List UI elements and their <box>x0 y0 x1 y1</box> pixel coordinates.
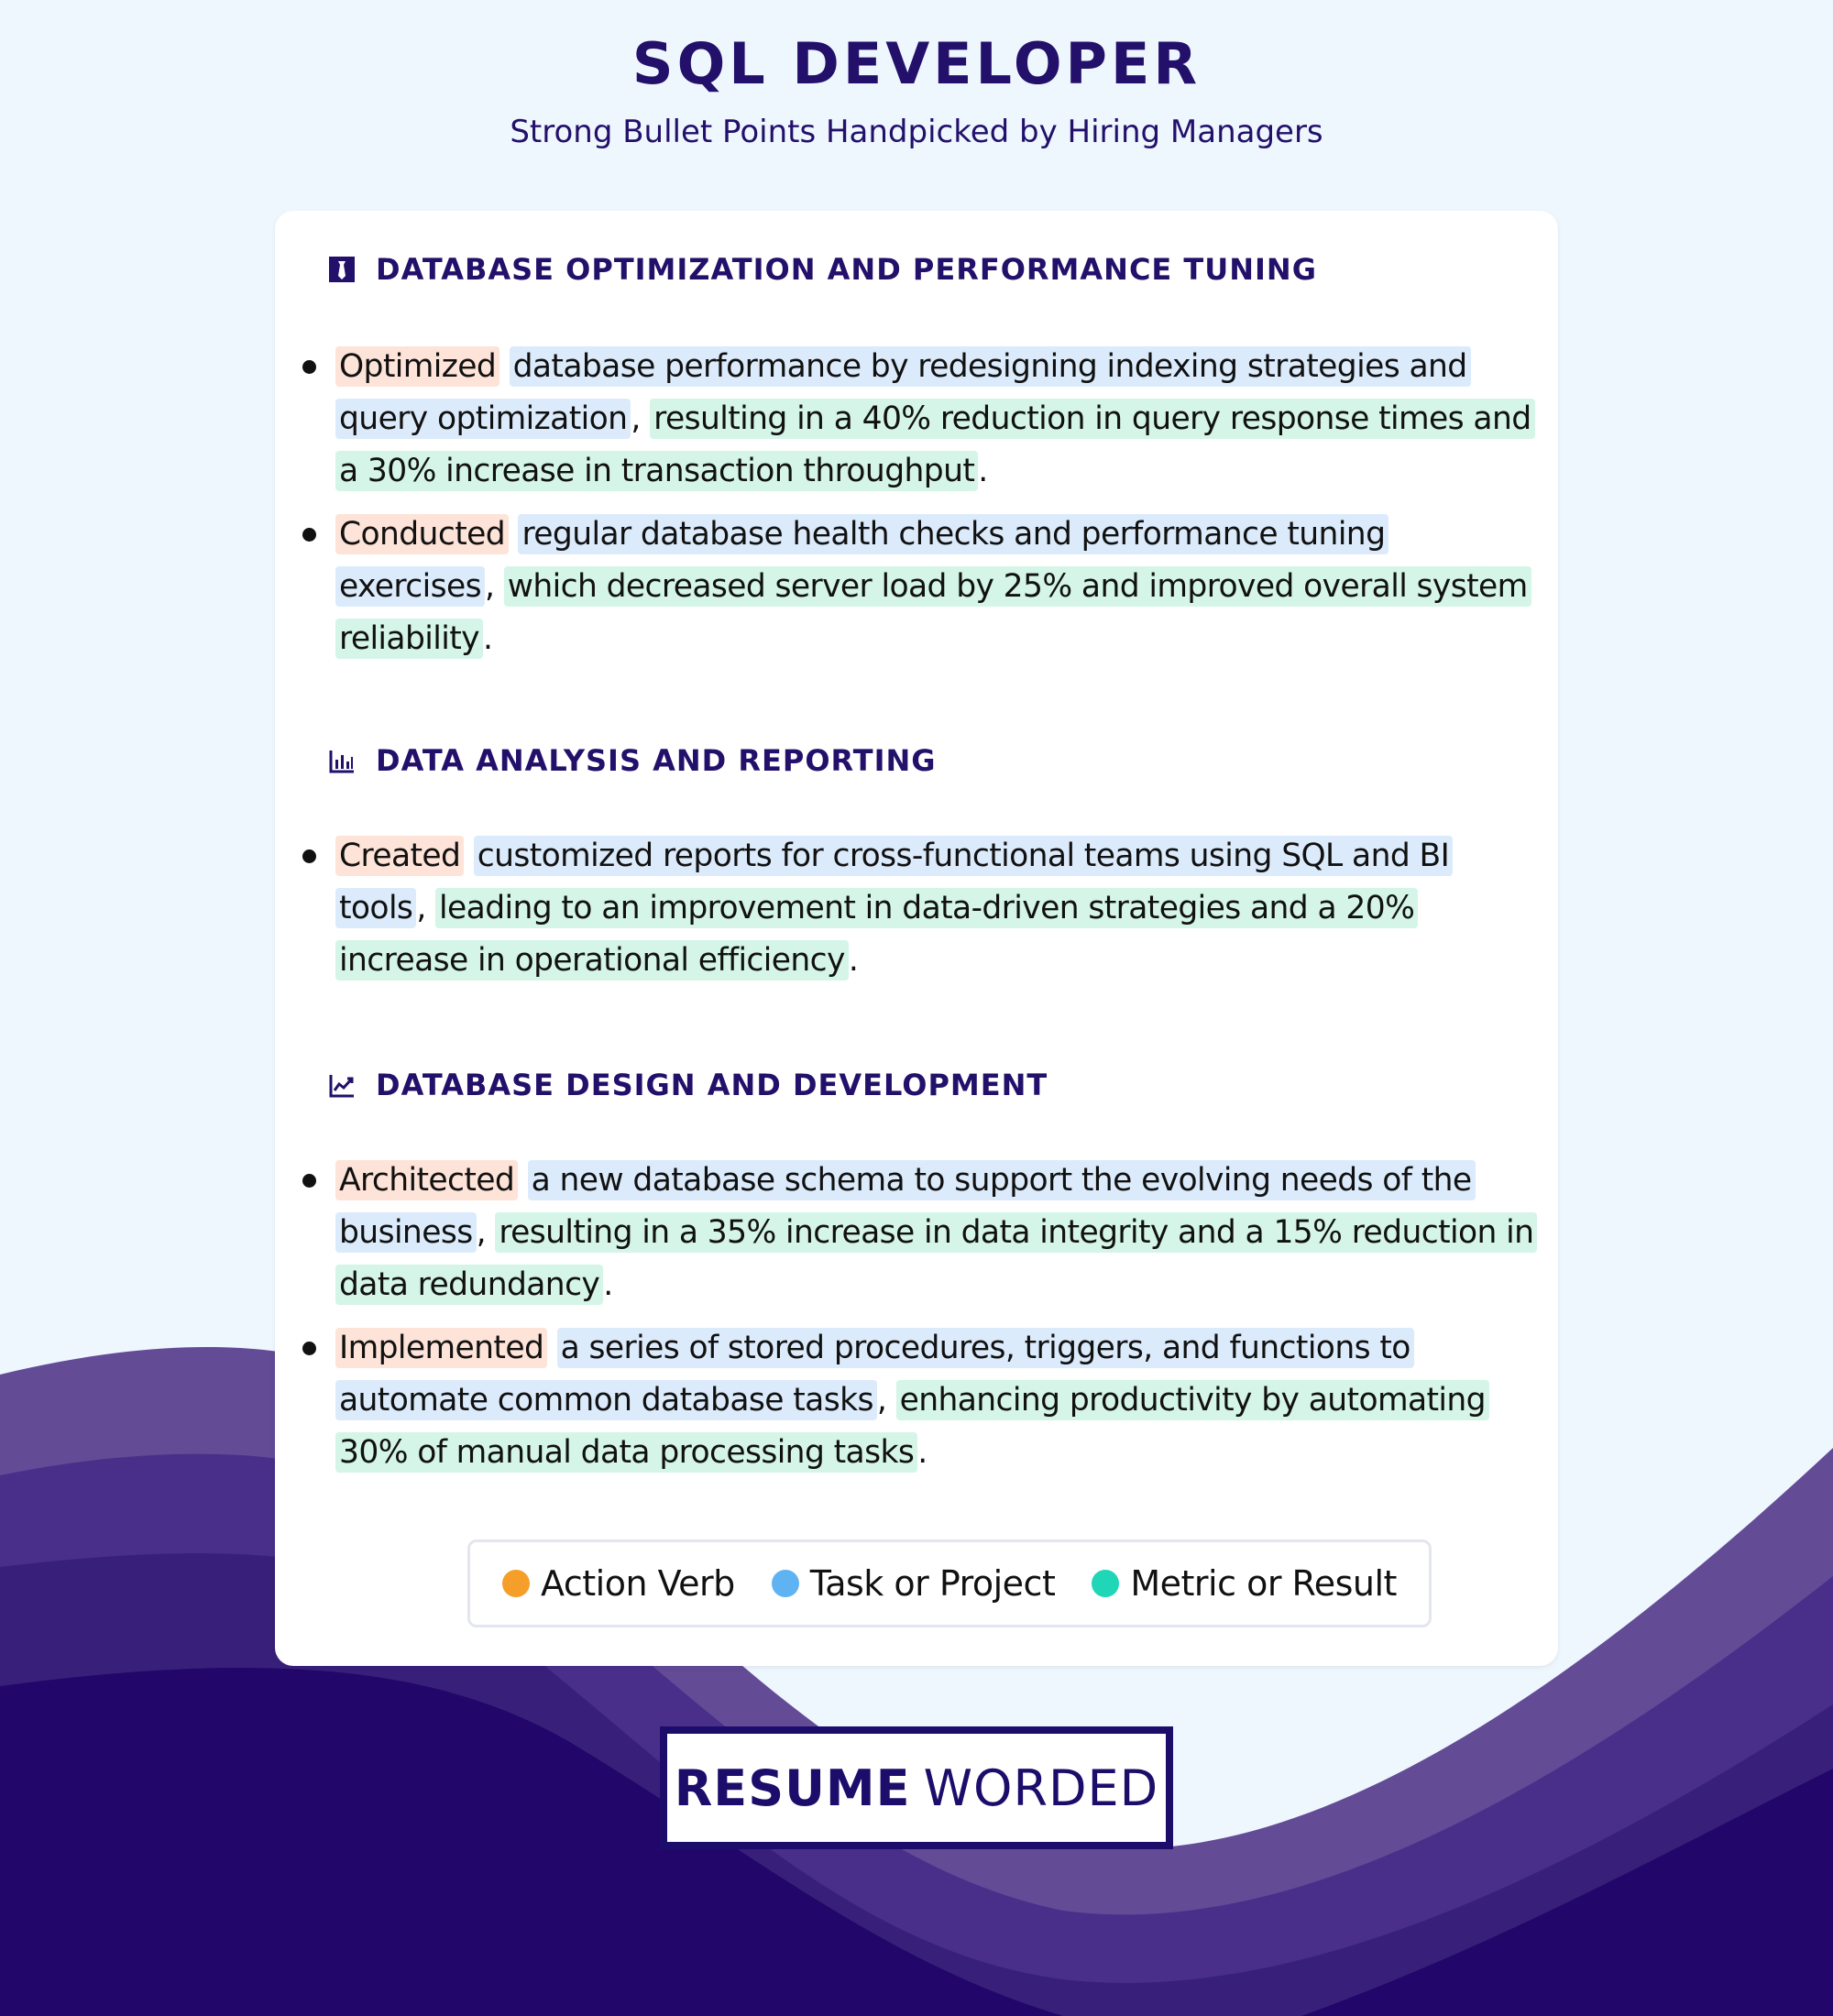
bullet-item <box>335 1155 1536 1311</box>
legend-label: Task or Project <box>809 1563 1056 1604</box>
legend-item-metric <box>1092 1563 1397 1604</box>
page-subtitle: Strong Bullet Points Handpicked by Hiring Managers <box>510 114 1323 150</box>
section-heading <box>328 249 1317 290</box>
page-header <box>0 27 1833 152</box>
task-text: database performance by redesigning indexing strategies and query optimization <box>335 346 1471 439</box>
separator: , <box>476 1214 496 1251</box>
separator: , <box>876 1382 896 1419</box>
separator: , <box>631 400 651 437</box>
action-verb: Architected <box>335 1160 518 1200</box>
section-heading <box>328 1065 1048 1105</box>
metric-text: which decreased server load by 25% and improved overall system reliability <box>335 566 1531 659</box>
section-title: DATABASE DESIGN AND DEVELOPMENT <box>376 1068 1048 1102</box>
end-punctuation: . <box>978 453 988 489</box>
task-text: a new database schema to support the evolving needs of the business <box>335 1160 1476 1253</box>
highlight-legend <box>467 1539 1432 1627</box>
action-verb: Implemented <box>335 1328 547 1368</box>
bullet-marker <box>302 1174 316 1188</box>
end-punctuation: . <box>603 1266 613 1303</box>
separator: , <box>416 890 436 926</box>
action-verb: Created <box>335 836 464 876</box>
resume-worded-logo[interactable] <box>660 1726 1173 1849</box>
tie-icon <box>328 256 356 283</box>
legend-label: Metric or Result <box>1130 1563 1397 1604</box>
metric-text: resulting in a 40% reduction in query response times and a 30% increase in transaction throughput <box>335 399 1535 491</box>
bullet-marker <box>302 360 316 374</box>
logo-text-light: WORDED <box>923 1759 1159 1817</box>
legend-dot-orange <box>502 1570 530 1597</box>
task-text: customized reports for cross-functional teams using SQL and BI tools <box>335 836 1453 928</box>
metric-text: enhancing productivity by automating 30% of manual data processing tasks <box>335 1380 1489 1473</box>
legend-item-action-verb <box>502 1563 735 1604</box>
bullet-list <box>335 830 1536 998</box>
metric-text: resulting in a 35% increase in data integrity and a 15% reduction in data redundancy <box>335 1212 1537 1305</box>
bullet-item <box>335 341 1536 498</box>
legend-dot-teal <box>1092 1570 1119 1597</box>
section-heading <box>328 740 937 781</box>
line-chart-icon <box>328 1071 356 1099</box>
bullet-item <box>335 830 1536 987</box>
metric-text: leading to an improvement in data-driven strategies and a 20% increase in operational efficiency <box>335 888 1418 981</box>
bar-chart-icon <box>328 747 356 774</box>
bullet-item <box>335 1322 1536 1479</box>
bullet-marker <box>302 849 316 863</box>
legend-dot-blue <box>772 1570 799 1597</box>
bullet-points-card <box>275 211 1558 1666</box>
separator: , <box>484 568 504 605</box>
bullet-list <box>335 341 1536 676</box>
end-punctuation: . <box>848 942 859 979</box>
bullet-marker <box>302 528 316 542</box>
bullet-list <box>335 1155 1536 1490</box>
task-text: a series of stored procedures, triggers, and functions to automate common database tasks <box>335 1328 1414 1420</box>
bullet-item <box>335 509 1536 665</box>
action-verb: Optimized <box>335 346 499 387</box>
page-title: SQL DEVELOPER <box>631 30 1202 97</box>
task-text: regular database health checks and performance tuning exercises <box>335 514 1388 607</box>
section-title: DATABASE OPTIMIZATION AND PERFORMANCE TUNING <box>376 252 1317 287</box>
legend-item-task <box>772 1563 1056 1604</box>
bullet-marker <box>302 1342 316 1355</box>
end-punctuation: . <box>917 1434 927 1471</box>
section-title: DATA ANALYSIS AND REPORTING <box>376 743 937 778</box>
legend-label: Action Verb <box>541 1563 735 1604</box>
logo-text-bold: RESUME <box>674 1759 911 1817</box>
action-verb: Conducted <box>335 514 509 554</box>
end-punctuation: . <box>482 620 493 657</box>
